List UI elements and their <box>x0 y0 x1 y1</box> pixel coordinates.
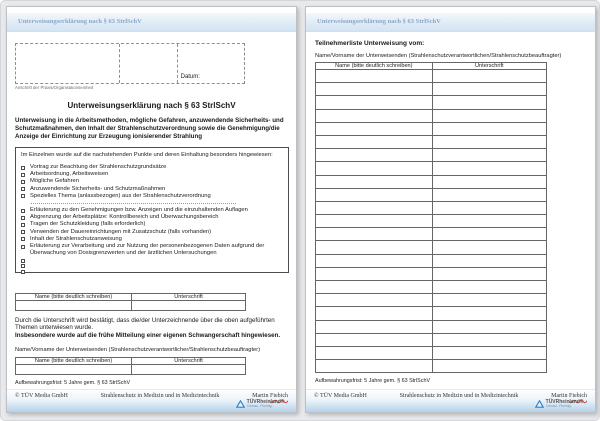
checkbox-icon <box>21 187 25 191</box>
intro-paragraph: Unterweisung in die Arbeitsmethoden, mögliche Gefahren, anzuwendende Sicherheits- und Schutzmaßnahmen, den Inhalt der Strahlenschutzverordnung sowie die Genehmigung/die Anzeige der Einrichtung zur Erzeugung ionisierender Strahlung <box>15 117 284 140</box>
table-row <box>316 307 547 320</box>
table-cell <box>316 201 433 214</box>
form-title: Unterweisungserklärung nach § 63 StrlSchV <box>67 101 236 110</box>
table-cell <box>316 241 433 254</box>
checklist-item-label: Arbeitsordnung, Arbeitsweisen <box>30 171 109 178</box>
table-cell <box>316 83 433 96</box>
address-box-cell <box>16 44 120 83</box>
checklist-item-label: Mögliche Gefahren <box>30 178 79 185</box>
address-box-cell <box>120 44 178 83</box>
checkbox-icon <box>21 259 25 263</box>
table-row <box>316 201 547 214</box>
table-row <box>316 320 547 333</box>
signature-table <box>15 293 246 311</box>
logo-name: TÜVRheinland® <box>545 399 584 405</box>
table-cell <box>316 135 433 148</box>
checklist-item <box>21 178 283 185</box>
participants-table <box>315 62 547 373</box>
checklist-lead: Im Einzelnen wurde auf die nachstehenden Punkte und deren Einhaltung besonders hingewiesen: <box>21 152 273 158</box>
checklist-item <box>21 221 283 228</box>
table-cell <box>432 307 546 320</box>
footer-author-firstname: Martin <box>252 393 269 399</box>
checklist-item <box>21 268 283 274</box>
checkbox-icon <box>21 166 25 170</box>
table-cell <box>16 301 132 311</box>
checklist-group-1 <box>21 164 283 200</box>
tuev-rheinland-logo <box>535 400 587 410</box>
column-header: Unterschrift <box>132 358 246 365</box>
table-cell <box>432 135 546 148</box>
checklist-item <box>21 164 283 171</box>
table-cell <box>316 215 433 228</box>
confirmation-line: Durch die Unterschrift wird bestätigt, dass die/der Unterzeichnende über die oben aufgeführten Themen unterwiesen wurde. <box>15 317 275 332</box>
table-cell <box>432 267 546 280</box>
checkbox-icon <box>21 230 25 234</box>
table-row <box>16 365 246 375</box>
table-cell <box>316 162 433 175</box>
footer-author-lastname: Fiebich <box>270 393 288 399</box>
table-header-row <box>16 294 246 301</box>
running-header-band <box>306 13 595 32</box>
table-cell <box>432 175 546 188</box>
checklist-item <box>21 186 283 193</box>
table-cell <box>432 281 546 294</box>
retention-note: Aufbewahrungsfrist: 5 Jahre gem. § 63 StrlSchV <box>315 378 431 384</box>
table-row <box>316 188 547 201</box>
table-row <box>316 162 547 175</box>
address-box-cell <box>178 44 244 83</box>
logo-name: TÜVRheinland® <box>246 399 285 405</box>
document-page-1[interactable] <box>6 6 297 413</box>
logo-tagline: Genau. Richtig. <box>246 404 273 409</box>
table-cell <box>316 228 433 241</box>
checklist-item-label: Spezielles Thema (anlassbezogen) aus der Strahlenschutzverordnung <box>30 192 211 199</box>
checklist-item-label: Abgrenzung der Arbeitsplätze: Kontrollbereich und Überwachungsbereich <box>30 214 219 221</box>
checklist-box <box>15 147 289 273</box>
table-row <box>316 70 547 83</box>
table-row <box>316 83 547 96</box>
table-cell <box>432 333 546 346</box>
table-cell <box>316 333 433 346</box>
table-cell <box>432 70 546 83</box>
table-cell <box>432 188 546 201</box>
checkbox-icon <box>21 173 25 177</box>
table-cell <box>316 175 433 188</box>
table-cell <box>316 346 433 359</box>
column-header: Unterschrift <box>432 63 546 70</box>
checklist-item <box>21 236 283 243</box>
checkbox-icon <box>21 237 25 241</box>
table-cell <box>432 360 546 373</box>
table-cell <box>316 109 433 122</box>
date-label: Datum: <box>180 74 200 80</box>
table-row <box>316 346 547 359</box>
document-page-2[interactable] <box>305 6 596 413</box>
tuev-rheinland-logo <box>236 400 288 410</box>
footer-band <box>7 389 296 412</box>
instructor-label: Name/Vorname der Unterweisenden (Strahlenschutzverantwortlicher/Strahlenschutzbeauftragter) <box>15 347 261 353</box>
table-cell <box>432 320 546 333</box>
checkbox-icon <box>21 180 25 184</box>
checkbox-icon <box>21 216 25 220</box>
address-box-caption: Anschrift der Praxis/Organisationseinheit <box>15 86 94 91</box>
table-cell <box>432 109 546 122</box>
logo-triangle-icon <box>236 400 245 408</box>
table-row <box>316 241 547 254</box>
table-cell <box>316 294 433 307</box>
dotted-separator <box>31 203 236 204</box>
table-row <box>316 109 547 122</box>
participants-instructor-label: Name/Vorname der Unterweisenden (Strahlenschutzverantwortlichen/Strahlenschutzbeauftragter) <box>315 53 562 59</box>
column-header: Unterschrift <box>132 294 246 301</box>
retention-note: Aufbewahrungsfrist: 5 Jahre gem. § 63 StrlSchV <box>15 380 131 386</box>
checklist-item <box>21 214 283 221</box>
table-cell <box>316 360 433 373</box>
column-header: Name (bitte deutlich schreiben) <box>16 294 132 301</box>
table-row <box>316 294 547 307</box>
checkbox-icon <box>21 264 25 268</box>
footer-copyright: © TÜV Media GmbH <box>15 393 68 399</box>
table-cell <box>432 241 546 254</box>
checklist-item <box>21 171 283 178</box>
checklist-item <box>21 229 283 236</box>
checklist-item-label: Erläuterung zur Verarbeitung und zur Nutzung der personenbezogenen Daten aufgrund der Überwachung von Dosisgrenzwerten und der ärztlichen Untersuchungen <box>30 243 265 257</box>
checklist-group-2 <box>21 207 283 257</box>
checklist-item-label: Erläuterung zu den Genehmigungen bzw. Anzeigen und die einzuhaltenden Auflagen <box>30 207 248 214</box>
table-cell <box>432 122 546 135</box>
checkbox-icon <box>21 194 25 198</box>
table-cell <box>316 307 433 320</box>
checkbox-icon <box>21 223 25 227</box>
table-cell <box>16 365 132 375</box>
table-cell <box>432 215 546 228</box>
table-cell <box>432 83 546 96</box>
table-cell <box>316 188 433 201</box>
table-row <box>316 149 547 162</box>
table-row <box>316 267 547 280</box>
column-header: Name (bitte deutlich schreiben) <box>316 63 433 70</box>
table-cell <box>316 320 433 333</box>
table-row <box>316 360 547 373</box>
checklist-item-label: Verwenden der Dauereinrichtungen mit Zusatzschutz (falls vorhanden) <box>30 228 212 235</box>
table-header-row <box>16 358 246 365</box>
table-cell <box>316 149 433 162</box>
logo-tagline: Genau. Richtig. <box>545 404 572 409</box>
footer-band <box>306 389 595 412</box>
table-cell <box>432 162 546 175</box>
table-cell <box>432 346 546 359</box>
table-cell <box>316 96 433 109</box>
table-cell <box>132 365 246 375</box>
checkbox-icon <box>21 270 25 274</box>
checkbox-icon <box>21 245 25 249</box>
table-cell <box>432 294 546 307</box>
table-cell <box>316 281 433 294</box>
running-header-text: Unterweisungserklärung nach § 63 StrlSchV <box>317 18 441 25</box>
table-cell <box>432 96 546 109</box>
table-header-row <box>316 63 547 70</box>
table-cell <box>432 254 546 267</box>
footer-publication: Strahlenschutz in Medizin und in Medizintechnik <box>399 393 519 399</box>
checklist-empty-items <box>21 257 283 274</box>
table-cell <box>316 122 433 135</box>
footer-publication: Strahlenschutz in Medizin und in Medizintechnik <box>100 393 220 399</box>
table-row <box>316 281 547 294</box>
table-cell <box>316 254 433 267</box>
footer-author-lastname: Fiebich <box>569 393 587 399</box>
table-cell <box>432 201 546 214</box>
participants-title: Teilnehmerliste Unterweisung vom: <box>315 40 425 47</box>
table-row <box>316 254 547 267</box>
footer-author-firstname: Martin <box>551 393 568 399</box>
table-cell <box>432 228 546 241</box>
confirmation-text <box>15 317 292 339</box>
table-row <box>316 215 547 228</box>
table-row <box>16 301 246 311</box>
checklist-item-label: Tragen der Schutzkleidung (falls erforderlich) <box>30 221 146 228</box>
table-row <box>316 122 547 135</box>
checkbox-icon <box>21 209 25 213</box>
running-header-text: Unterweisungserklärung nach § 63 StrlSchV <box>18 18 142 25</box>
address-box <box>15 43 245 84</box>
confirmation-bold-text: Insbesondere wurde auf die frühe Mitteilung einer eigenen Schwangerschaft hingewiesen. <box>15 331 281 339</box>
footer-copyright: © TÜV Media GmbH <box>314 393 367 399</box>
table-cell <box>432 149 546 162</box>
table-row <box>316 228 547 241</box>
table-row <box>316 175 547 188</box>
logo-triangle-icon <box>535 400 544 408</box>
checklist-item-label: Anzuwendende Sicherheits- und Schutzmaßnahmen <box>30 185 166 192</box>
instructor-table <box>15 357 246 375</box>
table-row <box>316 135 547 148</box>
table-cell <box>316 70 433 83</box>
table-cell <box>316 267 433 280</box>
checklist-item <box>21 243 283 257</box>
table-row <box>316 96 547 109</box>
running-header-band <box>7 13 296 32</box>
column-header: Name (bitte deutlich schreiben) <box>16 358 132 365</box>
checklist-item <box>21 193 283 200</box>
table-row <box>316 333 547 346</box>
checklist-item-label: Inhalt der Strahlenschutzanweisung <box>30 235 122 242</box>
checklist-item-label: Vortrag zur Beachtung der Strahlenschutzgrundsätze <box>30 164 167 170</box>
table-cell <box>132 301 246 311</box>
